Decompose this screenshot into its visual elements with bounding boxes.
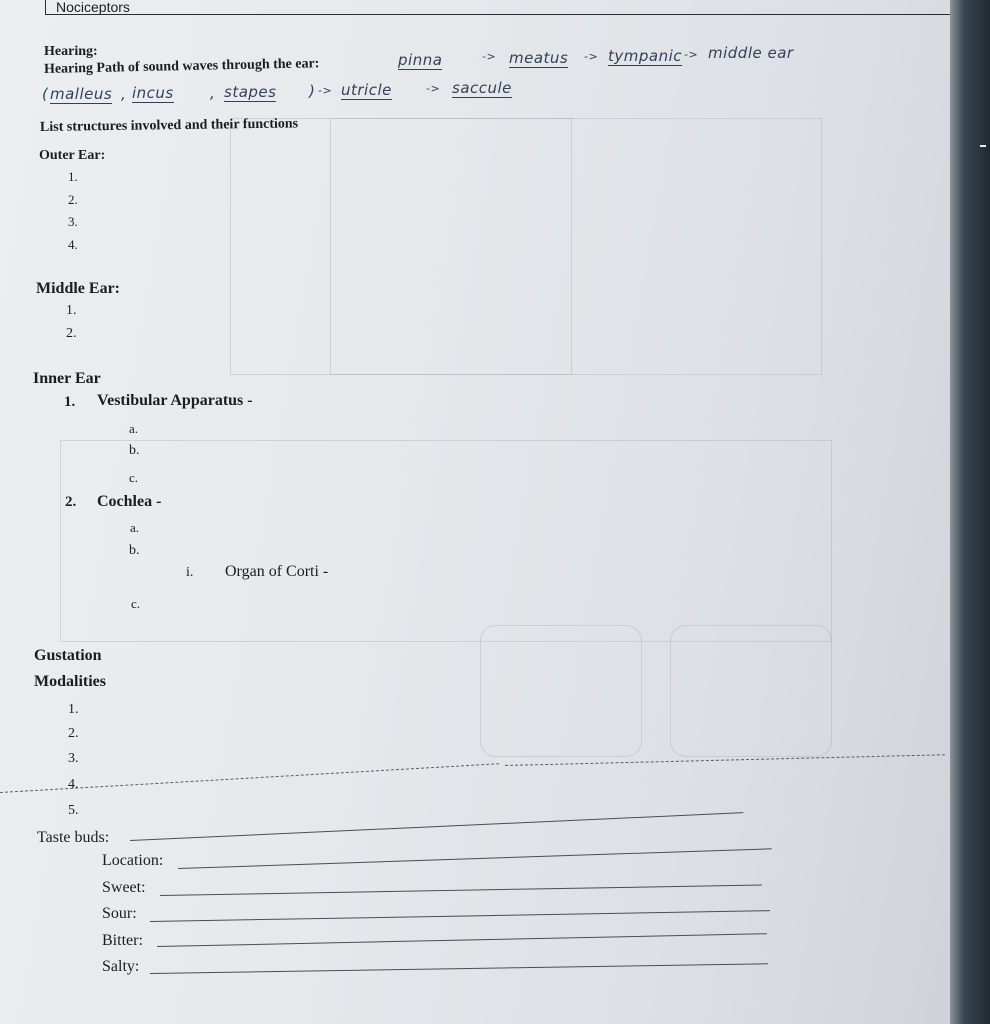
page-edge-shadow <box>950 0 990 1024</box>
hearing-heading: Hearing: <box>44 44 98 59</box>
location-label: Location: <box>102 852 164 869</box>
vestibular-number: 1. <box>64 394 76 410</box>
show-through-grid <box>330 118 572 375</box>
outer-ear-label: Outer Ear: <box>39 148 106 163</box>
arrow-2: -> <box>584 50 599 63</box>
organ-of-corti-label: Organ of Corti - <box>225 563 329 580</box>
sweet-line <box>160 884 762 896</box>
taste-buds-label: Taste buds: <box>37 829 110 846</box>
arrow-3: -> <box>684 48 699 61</box>
hearing-path-label: Hearing Path of sound waves through the ear: <box>43 56 320 77</box>
modalities-heading: Modalities <box>34 673 106 690</box>
answer-malleus: malleus <box>50 85 113 103</box>
bitter-line <box>157 933 767 947</box>
organ-number: i. <box>186 565 194 580</box>
structures-heading: List structures involved and their functions <box>39 116 299 135</box>
vestibular-item-b: b. <box>129 443 140 458</box>
arrow-1: -> <box>482 50 497 63</box>
outer-ear-item-4: 4. <box>68 237 78 252</box>
show-through-grid <box>60 440 832 642</box>
arrow-5: -> <box>426 82 441 95</box>
salty-line <box>150 963 768 974</box>
modality-item-4: 4. <box>68 777 79 792</box>
salty-label: Salty: <box>102 958 140 975</box>
gustation-heading: Gustation <box>34 647 102 664</box>
middle-ear-item-1: 1. <box>66 303 77 318</box>
modality-item-2: 2. <box>68 726 79 741</box>
middle-ear-item-2: 2. <box>66 326 77 341</box>
modality-item-1: 1. <box>68 702 79 717</box>
arrow-4: -> <box>318 84 333 97</box>
answer-middle-ear: middle ear <box>708 44 794 62</box>
open-paren: ( <box>42 85 49 103</box>
answer-utricle: utricle <box>341 81 392 99</box>
taste-buds-line <box>130 812 743 841</box>
vestibular-item-a: a. <box>129 421 139 436</box>
comma-1: , <box>121 85 127 103</box>
show-through-grid <box>670 625 832 757</box>
outer-ear-item-2: 2. <box>68 192 78 207</box>
answer-pinna: pinna <box>398 51 443 69</box>
modality-item-5: 5. <box>68 803 79 818</box>
cochlea-item-c: c. <box>131 596 141 611</box>
top-title-box <box>45 0 990 15</box>
sour-label: Sour: <box>102 905 137 922</box>
answer-saccule: saccule <box>452 79 512 97</box>
answer-stapes: stapes <box>224 83 277 101</box>
cochlea-item-a: a. <box>130 520 140 535</box>
middle-ear-label: Middle Ear: <box>36 280 120 297</box>
cochlea-number: 2. <box>65 494 77 510</box>
location-line <box>178 848 772 869</box>
inner-ear-label: Inner Ear <box>33 370 101 387</box>
cochlea-title: Cochlea - <box>97 493 162 510</box>
show-through-grid <box>480 625 642 757</box>
answer-meatus: meatus <box>509 49 569 67</box>
sour-line <box>150 910 770 922</box>
outer-ear-item-1: 1. <box>68 169 78 184</box>
bitter-label: Bitter: <box>102 932 143 949</box>
modality-item-3: 3. <box>68 751 79 766</box>
close-paren: ) <box>309 82 316 100</box>
comma-2: , <box>210 84 216 102</box>
answer-incus: incus <box>132 84 174 102</box>
cochlea-item-b: b. <box>129 543 140 558</box>
sweet-label: Sweet: <box>102 879 146 896</box>
page-title: Nociceptors <box>56 0 130 15</box>
outer-ear-item-3: 3. <box>68 214 78 229</box>
vestibular-item-c: c. <box>129 470 139 485</box>
vestibular-title: Vestibular Apparatus - <box>97 392 253 409</box>
answer-tympanic: tympanic <box>608 47 683 65</box>
